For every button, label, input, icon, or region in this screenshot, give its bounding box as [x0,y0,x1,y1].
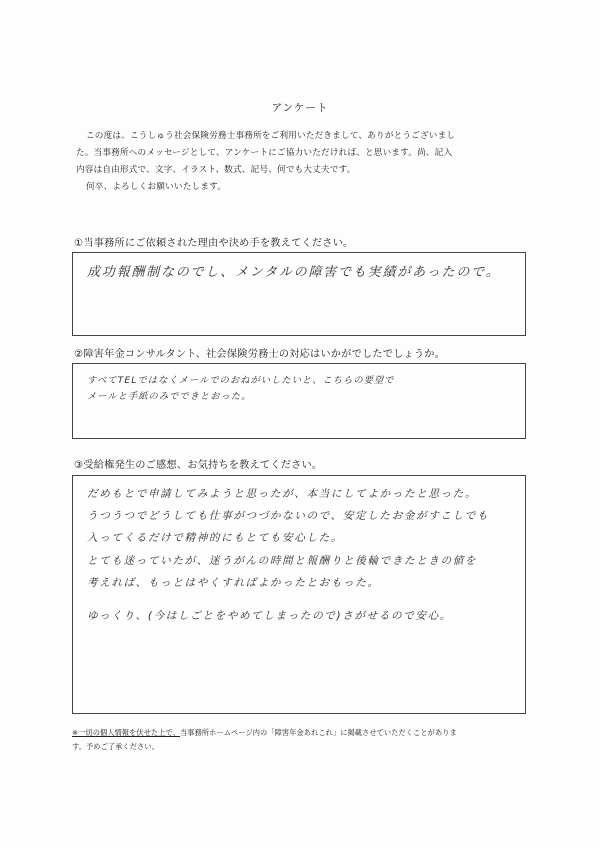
footnote [72,726,542,754]
handwritten-answer-line: 入ってくるだけで精神的にもとても安心した。 [87,532,344,544]
page-title: アンケート [271,102,329,114]
question-3-answer-box [72,475,526,714]
handwritten-answer-line: うつうつでどうしても仕事がつづかないので、安定したお金がすこしでも [87,510,490,522]
handwritten-answer-line: すべてTELではなくメールでのおねがいしたいと、こちらの要望で [87,375,395,386]
handwritten-answer-line: とても迷っていたが、迷うがんの時間と報酬りと後輪できたときの値を [87,555,478,567]
handwritten-answer-line: 成功報酬制なのでし、メンタルの障害でも実績があったので。 [87,265,501,280]
question-2-label: ②障害年金コンサルタント、社会保険労務士の対応はいかがでしたでしょうか。 [74,349,446,360]
intro-text [76,128,546,196]
handwritten-answer-line: ゆっくり、(今はしごとをやめてしまったので)さがせるので安心。 [87,610,452,622]
intro-line: この度は、こうしゅう社会保険労務士事務所をご利用いただきまして、ありがとうございまし [86,131,456,141]
handwritten-answer-line: 考えれば、もっとはやくすればよかったとおもった。 [87,577,380,589]
handwritten-answer-line: だめもとで申請してみようと思ったが、本当にしてよかったと思った。 [87,488,478,500]
intro-line: 何卒、よろしくお願いいたします。 [86,182,227,192]
footnote-underlined: ※一切の個人情報を伏せた上で、 [72,728,181,737]
footnote-text: 当事務所ホームページ内の「障害年金あれこれ」に掲載させていただくことがありま [180,728,457,737]
question-2-answer-box [72,363,526,439]
intro-line: た。当事務所へのメッセージとして、アンケートにご協力いただければ、と思います。尚、記入 [76,148,453,158]
handwritten-answer-line: メールと手紙のみでできとおった。 [87,391,252,402]
question-1-label: ①当事務所にご依頼された理由や決め手を教えてください。 [74,238,354,249]
intro-line: 内容は自由形式で、文字、イラスト、数式、記号、何でも大丈夫です。 [76,165,356,175]
footnote-text: す。予めご了承ください。 [72,742,159,751]
question-1-answer-box [72,252,526,336]
question-3-label: ③受給権発生のご感想、お気持ちを教えてください。 [74,460,323,471]
